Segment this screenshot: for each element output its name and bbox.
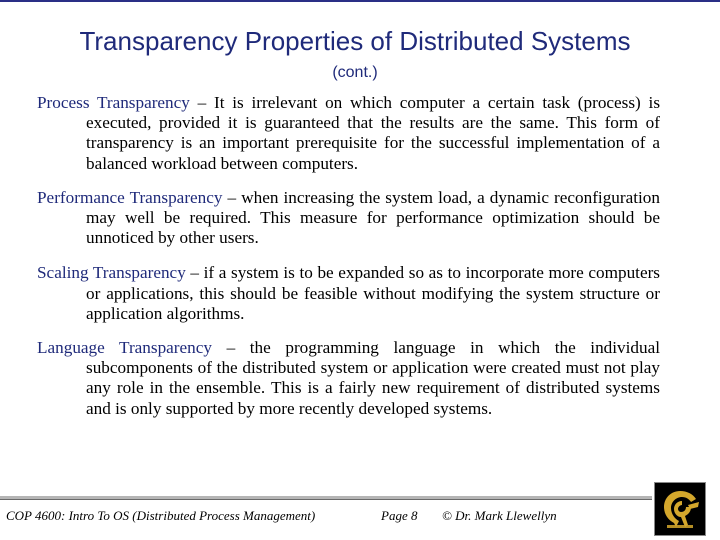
footer-author: © Dr. Mark Llewellyn (442, 508, 557, 523)
paragraph-text: – the programming language in which the individual subcomponents of the distributed system or application were created must not play any role in the ensemble. This is a fairly new requirement of distributed systems and is only supported by more recently developed systems. (86, 338, 660, 418)
term-label: Performance Transparency (37, 187, 223, 207)
paragraph-text: – if a system is to be expanded so as to incorporate more computers or applications, this should be feasible without modifying the system structure or application algorithms. (86, 263, 661, 323)
paragraph-text: – It is irrelevant on which computer a certain task (process) is executed, provided it is guaranteed that the results are the same. This form of transparency is an important prerequisite for the successful implementation of a balanced workload between computers. (86, 93, 661, 173)
paragraph-scaling-transparency (37, 263, 660, 324)
ucf-pegasus-logo-icon (654, 482, 706, 536)
term-label: Scaling Transparency (37, 263, 186, 283)
slide-title: Transparency Properties of Distributed Systems (79, 26, 631, 56)
footer-course: COP 4600: Intro To OS (Distributed Process Management) (6, 508, 316, 523)
slide-subtitle: (cont.) (332, 64, 378, 81)
term-label: Language Transparency (37, 338, 212, 358)
term-label: Process Transparency (37, 93, 190, 112)
slide-body (37, 93, 660, 419)
paragraph-performance-transparency (37, 188, 660, 249)
paragraph-text: – when increasing the system load, a dynamic reconfiguration may well be required. This measure for performance optimization should be unnoticed by other users. (86, 187, 660, 248)
footer-page-number: Page 8 (381, 508, 418, 523)
paragraph-process-transparency (37, 93, 660, 174)
footer-divider-shadow (0, 499, 652, 500)
top-border (0, 0, 720, 2)
paragraph-language-transparency (37, 338, 660, 419)
